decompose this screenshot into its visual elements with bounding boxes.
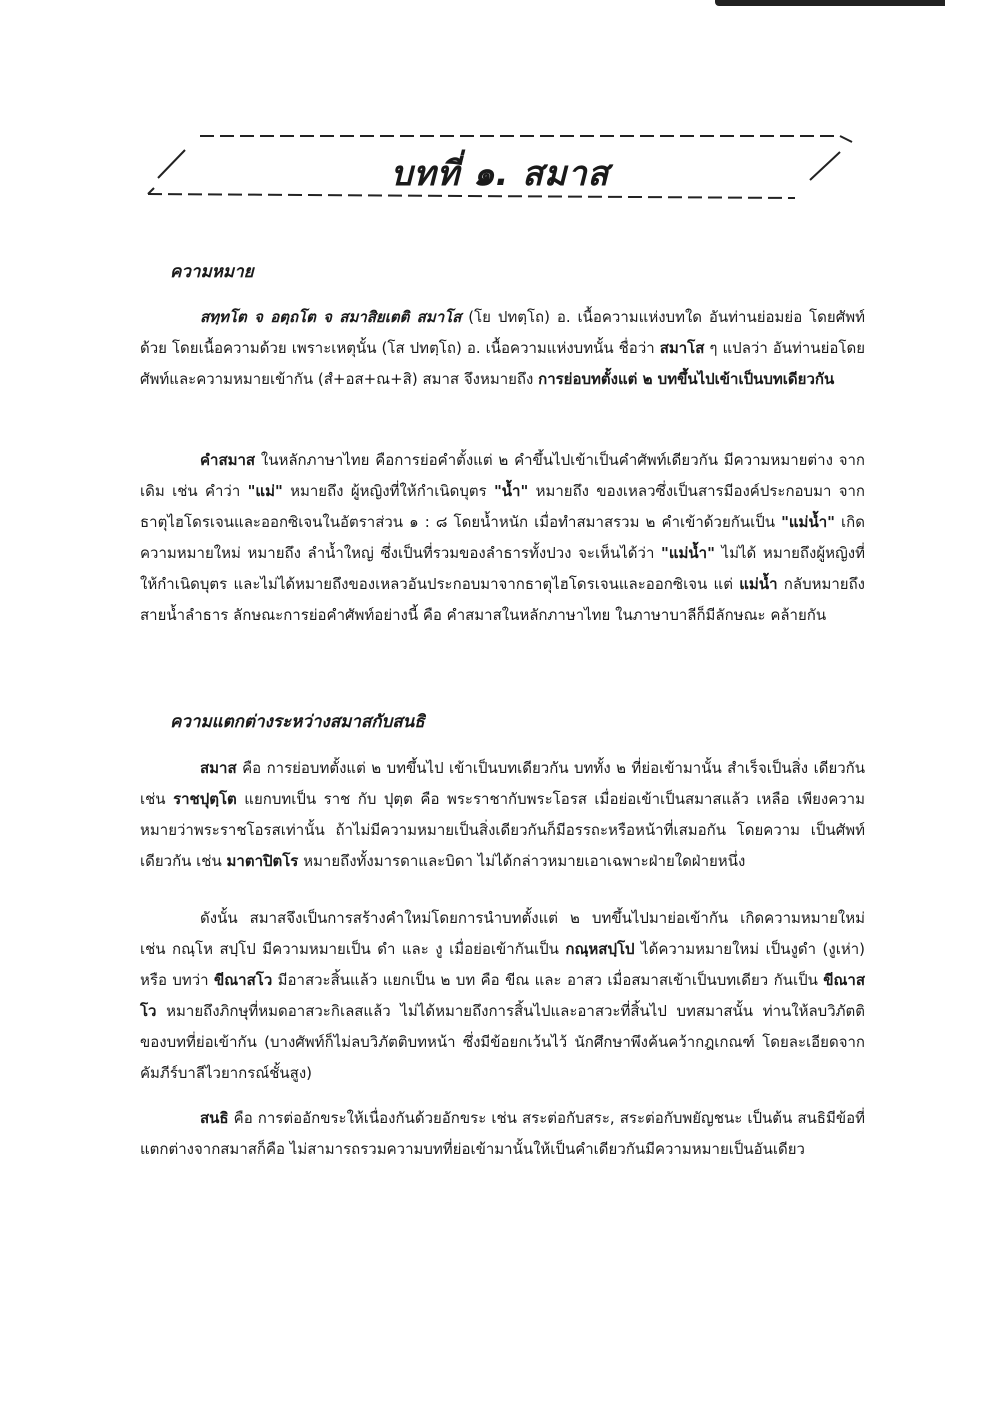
- body-text: ในหลักภาษาไทย คือการย่อคำตั้งแต่ ๒ คำขึ้นไปเข้าเป็นคำศัพท์เดียวกัน มีความหมายต่าง จากเดิม เช่น คำว่า: [140, 451, 865, 500]
- paragraph: [140, 753, 865, 877]
- emphasis-text: แม่น้ำ: [739, 575, 778, 593]
- body-text: มีอาสวะสิ้นแล้ว แยกเป็น ๒ บท คือ ขีณ และ อาสว เมื่อสมาสเข้าเป็นบทเดียว กันเป็น: [272, 971, 824, 989]
- emphasis-text: สทฺทโต จ อตฺถโต จ สมาสิยเตติ สมาโส: [200, 308, 462, 326]
- paragraph: [140, 445, 865, 631]
- emphasis-text: คำสมาส: [200, 451, 256, 469]
- body-text: ดังนั้น สมาสจึงเป็นการสร้างคำใหม่โดยการนำบทตั้งแต่ ๒ บทขึ้นไปมาย่อเข้ากัน เกิดความหมายใหม่ เช่น กณฺโห สปฺโป มีความหมายเป็น ดำ และ งู เมื่อย่อเข้ากันเป็น: [140, 909, 865, 958]
- chapter-title-frame: [140, 128, 860, 208]
- emphasis-text: "แม่": [247, 482, 283, 500]
- body-text: เกิดความหมายใหม่ หมายถึง ลำน้ำใหญ่ ซึ่งเป็นที่รวมของลำธารทั้งปวง จะเห็นได้ว่า: [140, 513, 865, 562]
- body-text: (โย ปทตฺโถ) อ. เนื้อความแห่งบทใด อันท่านย่อมย่อ โดยศัพท์ด้วย โดยเนื้อความด้วย เพราะเหตุนั้น (โส ปทตฺโถ) อ. เนื้อความแห่งบทนั้น ชื่อว่า: [140, 308, 865, 357]
- emphasis-text: สมาโส: [659, 339, 705, 357]
- emphasis-text: "แม่น้ำ": [661, 544, 715, 562]
- body-text: ไม่ได้ หมายถึงผู้หญิงที่ให้กำเนิดบุตร และไม่ได้หมายถึงของเหลวอันประกอบมาจากธาตุไฮโดรเจนและออกซิเจน แต่: [140, 544, 865, 593]
- body-text: กลับหมายถึงสายน้ำลำธาร ลักษณะการย่อคำศัพท์อย่างนี้ คือ คำสมาสในหลักภาษาไทย ในภาษาบาลีก็มีลักษณะ คล้ายกัน: [140, 575, 865, 624]
- emphasis-text: ราชปุตฺโต: [173, 790, 237, 808]
- body-text: ๆ แปลว่า อันท่านย่อโดยศัพท์และความหมายเข้ากัน (สํ+อส+ณ+สิ) สมาส จึงหมายถึง: [140, 339, 865, 388]
- emphasis-text: กณฺหสปฺโป: [565, 940, 635, 958]
- body-text: ได้ความหมายใหม่ เป็นงูดำ (งูเห่า) หรือ บทว่า: [140, 940, 865, 989]
- body-text: คือ การต่ออักขระให้เนื่องกันด้วยอักขระ เช่น สระต่อกับสระ, สระต่อกับพยัญชนะ เป็นต้น สนธิมีข้อที่แตกต่างจากสมาสก็คือ ไม่สามารถรวมความบทที่ย่อเข้ามานั้นให้เป็นคำเดียวกันมีความหมายเป็นอันเดียว: [140, 1109, 865, 1158]
- scan-edge-mark: [715, 0, 945, 6]
- body-text: หมายถึง ผู้หญิงที่ให้กำเนิดบุตร: [282, 482, 494, 500]
- emphasis-text: ขีณาสโว: [140, 971, 865, 1020]
- paragraph: [140, 903, 865, 1089]
- paragraph: [140, 302, 865, 395]
- emphasis-text: การย่อบทตั้งแต่ ๒ บทขึ้นไปเข้าเป็นบทเดียวกัน: [538, 370, 835, 388]
- body-text: หมายถึงภิกษุที่หมดอาสวะกิเลสแล้ว ไม่ได้หมายถึงการสิ้นไปและอาสวะที่สิ้นไป บทสมาสนั้น ท่านให้ลบวิภัตติของบทที่ย่อเข้ากัน (บางศัพท์ก็ไม่ลบวิภัตติบทหน้า ซึ่งมีข้อยกเว้นไว้ นักศึกษาพึงค้นคว้ากฎเกณฑ์ โดยละเอียดจากคัมภีร์บาลีไวยากรณ์ชั้นสูง): [140, 1002, 865, 1082]
- body-text: แยกบทเป็น ราช กับ ปุตฺต คือ พระราชากับพระโอรส เมื่อย่อเข้าเป็นสมาสแล้ว เหลือ เพียงความหมายว่าพระราชโอรสเท่านั้น ถ้าไม่มีความหมายเป็นสิ่งเดียวกันก็มีอรรถะหรือหน้าที่เสมอกัน โดยความ เป็นศัพท์เดียวกัน เช่น: [140, 790, 865, 870]
- body-text: หมายถึงทั้งมารดาและบิดา ไม่ได้กล่าวหมายเอาเฉพาะฝ่ายใดฝ่ายหนึ่ง: [298, 852, 746, 870]
- emphasis-text: "แม่น้ำ": [781, 513, 835, 531]
- body-text: คือ การย่อบทตั้งแต่ ๒ บทขึ้นไป เข้าเป็นบทเดียวกัน บททั้ง ๒ ที่ย่อเข้ามานั้น สำเร็จเป็นสิ่ง เดียวกันเช่น: [140, 759, 865, 808]
- emphasis-text: มาตาปิตโร: [226, 852, 299, 870]
- emphasis-text: "น้ำ": [493, 482, 529, 500]
- section-heading-difference: ความแตกต่างระหว่างสมาสกับสนธิ: [170, 712, 425, 732]
- emphasis-text: สมาส: [200, 759, 237, 777]
- body-text: หมายถึง ของเหลวซึ่งเป็นสารมีองค์ประกอบมา จากธาตุไฮโดรเจนและออกซิเจนในอัตราส่วน ๑ : ๘ โดยน้ำหนัก เมื่อทำสมาสรวม ๒ คำเข้าด้วยกันเป็น: [140, 482, 866, 531]
- section-heading-meaning: ความหมาย: [170, 262, 254, 282]
- emphasis-text: สนธิ: [200, 1109, 229, 1127]
- chapter-title: บทที่ ๑. สมาส: [390, 154, 610, 194]
- emphasis-text: ขีณาสโว: [214, 971, 273, 989]
- paragraph: [140, 1103, 865, 1165]
